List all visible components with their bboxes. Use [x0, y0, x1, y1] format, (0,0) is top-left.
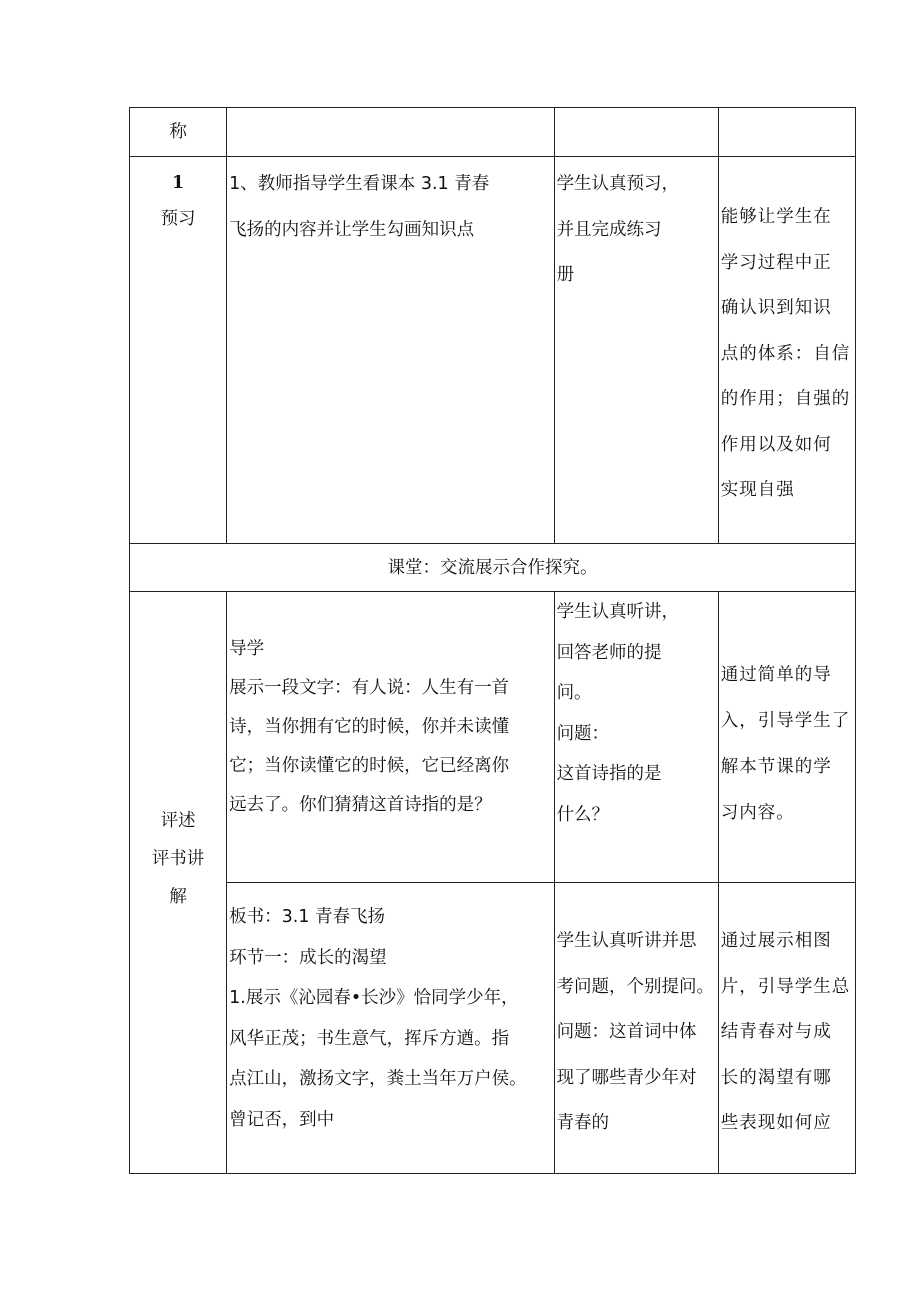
- classroom-heading-text: 课堂：交流展示合作探究。: [387, 558, 598, 578]
- design-intent-text: [719, 592, 855, 836]
- text-line: 环节一：成长的渴望: [229, 947, 387, 968]
- text-line: 问。: [556, 683, 592, 703]
- text-line: 板书：3.1 青春飞扬: [229, 907, 386, 927]
- text-line: 问题：这首词中体: [556, 1022, 697, 1042]
- text-line: 点江山，激扬文字，粪土当年万户侯。: [229, 1069, 527, 1089]
- text-line: 评书讲: [151, 849, 205, 869]
- teacher-activity-text: [227, 157, 553, 253]
- text-line: 评述: [160, 811, 196, 831]
- text-line: 问题：: [556, 723, 610, 744]
- cell-classroom-heading: [130, 544, 856, 592]
- text-line: 确认识到知识: [720, 298, 832, 318]
- name-label-text: 称: [169, 122, 187, 142]
- cell-teacher-activity: [227, 592, 554, 883]
- text-line: 能够让学生在: [720, 207, 832, 227]
- text-line: 这首诗指的是: [556, 764, 662, 784]
- text-line: 1、教师指导学生看课本 3.1 青春: [229, 174, 490, 194]
- design-intent-text: [719, 883, 855, 1147]
- text-line: 展示一段文字：有人说：人生有一首: [229, 678, 510, 698]
- cell-empty: [227, 108, 554, 157]
- text-line: 作用以及如何: [720, 434, 832, 455]
- cell-teacher-activity: [227, 883, 554, 1174]
- text-line: 点的体系：自信: [720, 343, 851, 364]
- table-row-classroom: [130, 544, 856, 592]
- text-line: 考问题，个别提问。: [556, 976, 715, 997]
- text-line: 长的渴望有哪: [720, 1067, 832, 1088]
- cell-design-intent: [718, 592, 855, 883]
- text-line: 远去了。你们猜猜这首诗指的是？: [229, 795, 492, 815]
- cell-student-activity: [554, 592, 718, 883]
- text-line: 通过展示相图: [720, 931, 832, 951]
- step-number: 1: [171, 173, 185, 193]
- text-line: 现了哪些青少年对: [556, 1067, 697, 1088]
- text-line: 解本节课的学: [720, 757, 832, 777]
- text-line: 学生认真听讲并思: [556, 931, 697, 951]
- cell-empty: [718, 108, 855, 157]
- text-line: 实现自强: [720, 480, 795, 500]
- text-line: 学生认真听讲，: [556, 602, 680, 622]
- text-line: 1.展示《沁园春•长沙》恰同学少年，: [229, 988, 519, 1008]
- table-row-lecture-a: [130, 592, 856, 883]
- text-line: 习内容。: [720, 803, 795, 823]
- text-line: 青春的: [556, 1113, 610, 1133]
- text-line: 入，引导学生了: [720, 711, 851, 731]
- text-line: 解: [169, 887, 187, 907]
- text-line: 曾记否，到中: [229, 1109, 335, 1130]
- teacher-activity-text: [227, 883, 553, 1140]
- teacher-activity-text: [227, 592, 553, 825]
- cell-name-label: [130, 108, 227, 157]
- table-row-title: [130, 108, 856, 157]
- text-line: 些表现如何应: [720, 1113, 832, 1133]
- text-line: 飞扬的内容并让学生勾画知识点: [229, 219, 475, 240]
- text-line: 学习过程中正: [720, 252, 832, 273]
- stage-label: [130, 592, 226, 916]
- text-line: 导学: [229, 639, 265, 659]
- design-intent-text: [719, 157, 855, 514]
- student-activity-text: [555, 883, 718, 1147]
- text-line: 学生认真预习，: [556, 174, 680, 194]
- text-line: 回答老师的提: [556, 642, 662, 663]
- cell-stage: [130, 592, 227, 1174]
- student-activity-text: [555, 157, 718, 299]
- text-line: 通过简单的导: [720, 665, 832, 685]
- text-line: 风华正茂；书生意气，挥斥方遒。指: [229, 1028, 510, 1049]
- cell-design-intent: [718, 157, 855, 544]
- text-line: 并且完成练习: [556, 219, 662, 240]
- text-line: 什么？: [556, 804, 610, 825]
- text-line: 结青春对与成: [720, 1022, 832, 1042]
- text-line: 的作用；自强的: [720, 389, 851, 409]
- table-row-preview: [130, 157, 856, 544]
- text-line: 片，引导学生总: [720, 976, 851, 997]
- lesson-plan-table: [129, 107, 856, 1174]
- text-line: 它；当你读懂它的时候，它已经离你: [229, 756, 510, 776]
- cell-empty: [554, 108, 718, 157]
- text-line: 诗，当你拥有它的时候，你并未读懂: [229, 717, 510, 737]
- cell-design-intent: [718, 883, 855, 1174]
- student-activity-text: [555, 592, 718, 835]
- cell-student-activity: [554, 883, 718, 1174]
- cell-step: [130, 157, 227, 544]
- step-label: 预习: [160, 209, 196, 229]
- cell-student-activity: [554, 157, 718, 544]
- cell-teacher-activity: [227, 157, 554, 544]
- table-row-lecture-b: [130, 883, 856, 1174]
- text-line: 册: [556, 265, 575, 285]
